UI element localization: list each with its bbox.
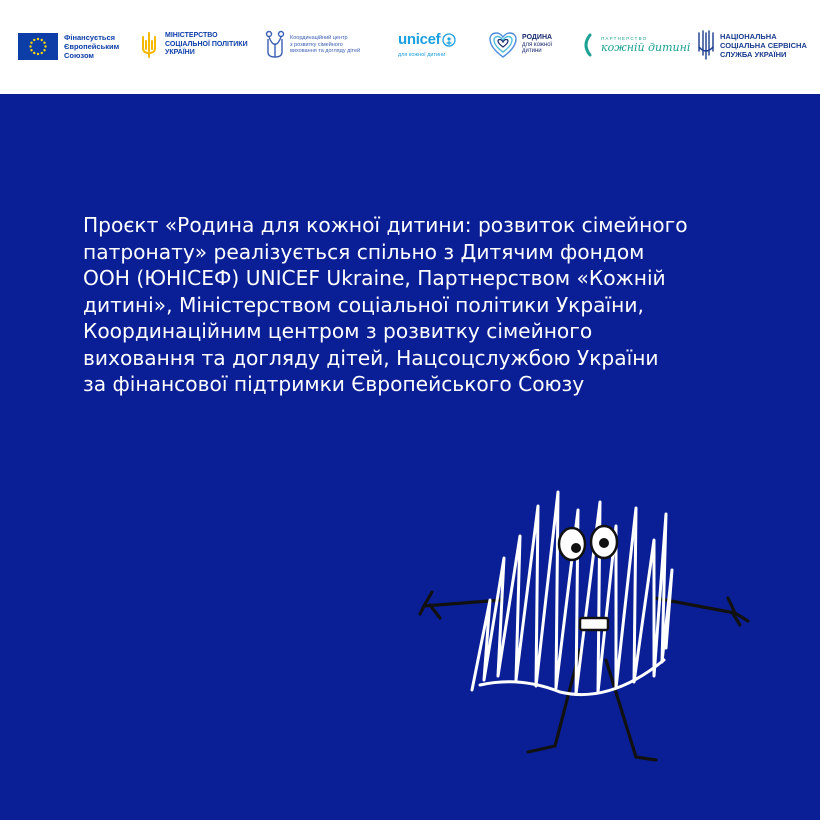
trident-icon (139, 31, 159, 59)
heart-icon (488, 31, 518, 59)
partnership-logo (580, 32, 690, 58)
social-service-logo-text: НАЦІОНАЛЬНА СОЦІАЛЬНА СЕРВІСНА СЛУЖБА УКРАЇНИ (720, 31, 807, 59)
eu-flag-icon (18, 33, 58, 60)
eu-logo (18, 33, 119, 60)
partnership-arc-icon (580, 32, 598, 58)
eu-logo-text: Фінансується Європейським Союзом (64, 33, 120, 60)
rodyna-title: РОДИНА (522, 34, 553, 42)
project-description: Проєкт «Родина для кожної дитини: розвиток сімейного патронату» реалізується спільно з Дитячим фондом ООН (ЮНІСЕФ) UNICEF Ukraine, Партнерством «Кожній дитині», Міністерством соціальної політики України, Координаційним центром з розвитку сімейного виховання та догляду дітей, Нацсоцслужбою України за фінансової підтримки Європейського Союзу (83, 213, 688, 396)
rodyna-logo (488, 31, 552, 59)
unicef-wordmark: unicef (398, 31, 441, 48)
social-service-icon (696, 29, 716, 61)
partnership-name: кожній дитині (601, 41, 691, 54)
scribble-mascot (410, 480, 770, 810)
social-service-logo (696, 29, 807, 61)
unicef-logo (398, 31, 456, 58)
coordination-centre-logo (264, 30, 360, 60)
rodyna-subtitle: для кожної дитини (522, 41, 553, 55)
rodyna-logo-text (522, 35, 552, 55)
unicef-globe-icon (442, 33, 456, 47)
ministry-logo-text: МІНІСТЕРСТВО СОЦІАЛЬНОЇ ПОЛІТИКИ УКРАЇНИ (165, 32, 248, 57)
partner-logos-bar (0, 0, 820, 94)
coordination-centre-logo-text: Координаційний центр з розвитку сімейного виховання та догляду дітей (290, 35, 361, 55)
ministry-logo (139, 31, 248, 59)
coordination-centre-icon (264, 30, 286, 60)
partnership-label: ПАРТНЕРСТВО (601, 36, 648, 41)
unicef-tagline: для кожної дитини (398, 52, 446, 58)
